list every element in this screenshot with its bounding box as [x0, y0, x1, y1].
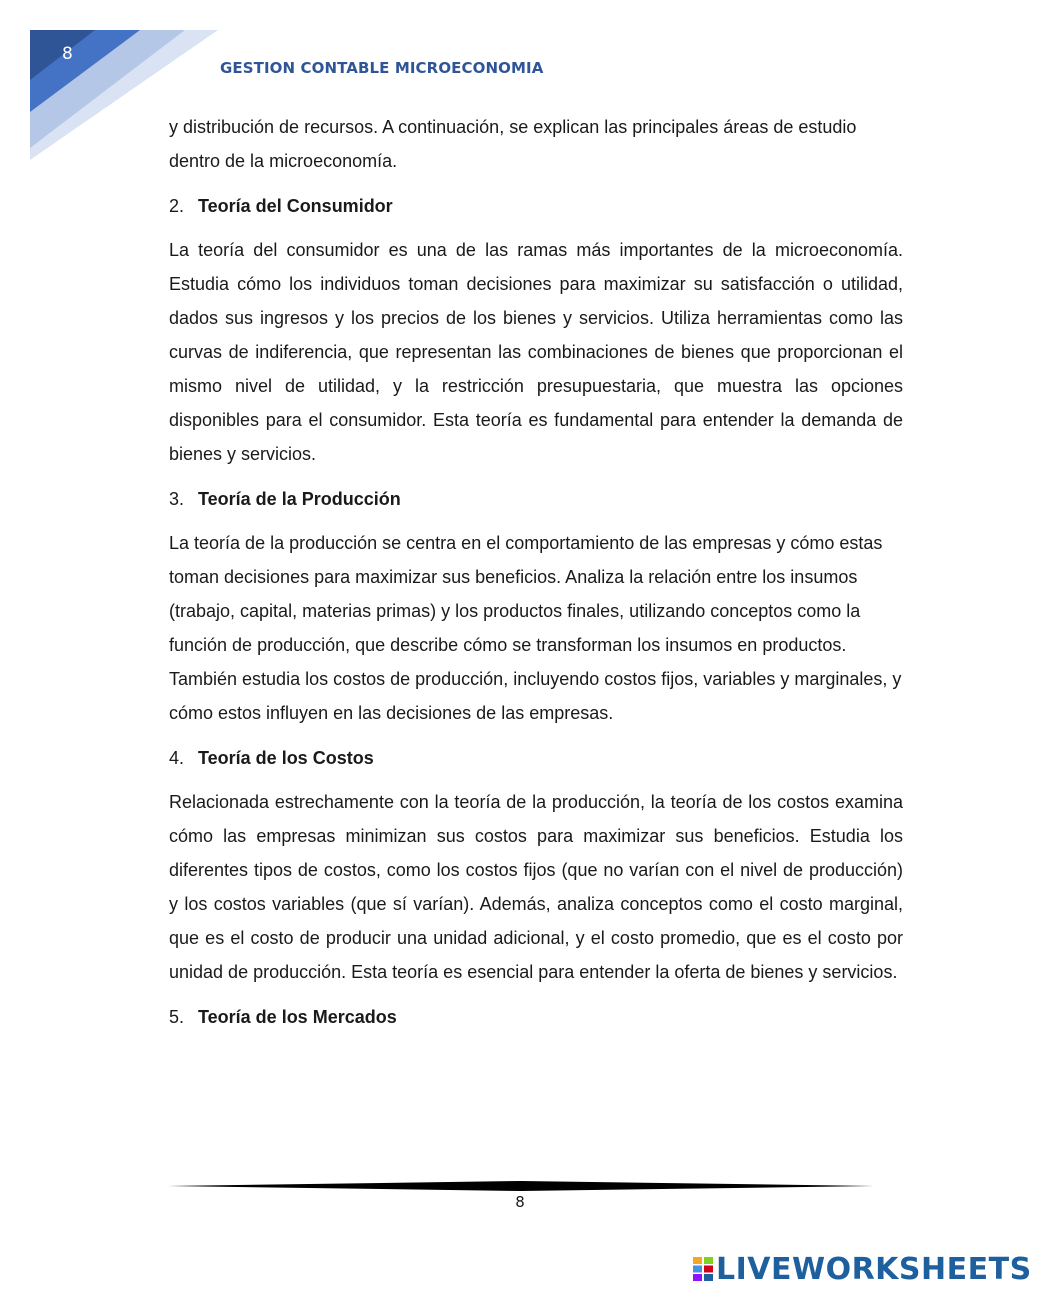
- section-title: Teoría del Consumidor: [198, 196, 393, 216]
- header-title: GESTION CONTABLE MICROECONOMIA: [220, 59, 544, 77]
- section-number: 3.: [169, 489, 185, 509]
- liveworksheets-logo-icon: [693, 1257, 713, 1281]
- liveworksheets-brand[interactable]: [693, 1253, 1032, 1285]
- section-number: 5.: [169, 1007, 185, 1027]
- section-number: 2.: [169, 196, 185, 216]
- section-title: Teoría de la Producción: [198, 489, 401, 509]
- section-heading: [169, 743, 903, 773]
- section-heading: [169, 191, 903, 221]
- intro-paragraph: y distribución de recursos. A continuación, se explican las principales áreas de estudio dentro de la microeconomía.: [169, 117, 857, 171]
- footer-divider: [168, 1180, 874, 1192]
- brand-name: LIVEWORKSHEETS: [716, 1251, 1032, 1287]
- header-page-number: 8: [62, 44, 73, 64]
- section-heading: [169, 1002, 903, 1032]
- section-title: Teoría de los Costos: [198, 748, 374, 768]
- section-paragraph: La teoría de la producción se centra en el comportamiento de las empresas y cómo estas toman decisiones para maximizar sus beneficios. Analiza la relación entre los insumos (trabajo, capital, materias primas) y los productos finales, utilizando conceptos como la función de producción, que describe cómo se transforman los insumos en productos. También estudia los costos de producción, incluyendo costos fijos, variables y marginales, y cómo estos influyen en las decisiones de las empresas.: [169, 533, 902, 723]
- section-title: Teoría de los Mercados: [198, 1007, 397, 1027]
- section-heading: [169, 484, 903, 514]
- section-paragraph: Relacionada estrechamente con la teoría de la producción, la teoría de los costos examina cómo las empresas minimizan sus costos para maximizar sus beneficios. Estudia los diferentes tipos de costos, como los costos fijos (que no varían con el nivel de producción) y los costos variables (que sí varían). Además, analiza conceptos como el costo marginal, que es el costo de producir una unidad adicional, y el costo promedio, que es el costo por unidad de producción. Esta teoría es esencial para entender la oferta de bienes y servicios.: [169, 792, 903, 982]
- document-body: [169, 110, 903, 1044]
- section-number: 4.: [169, 748, 185, 768]
- footer-page-number: 8: [515, 1193, 525, 1211]
- section-paragraph: La teoría del consumidor es una de las ramas más importantes de la microeconomía. Estudia cómo los individuos toman decisiones para maximizar su satisfacción o utilidad, dados sus ingresos y los precios de los bienes y servicios. Utiliza herramientas como las curvas de indiferencia, que representan las combinaciones de bienes que proporcionan el mismo nivel de utilidad, y la restricción presupuestaria, que muestra las opciones disponibles para el consumidor. Esta teoría es fundamental para entender la demanda de bienes y servicios.: [169, 240, 903, 464]
